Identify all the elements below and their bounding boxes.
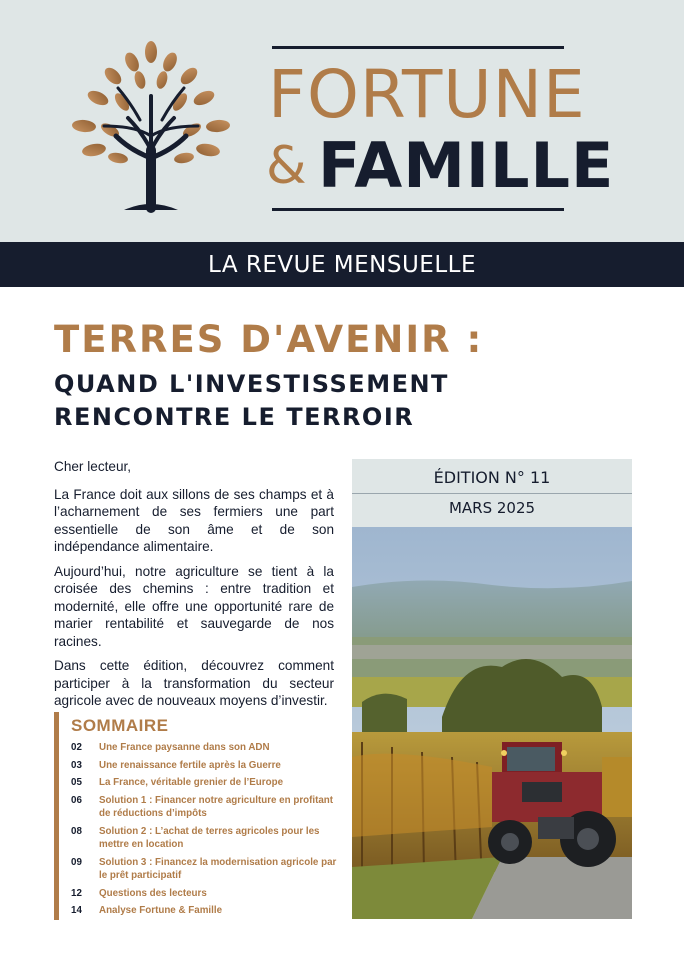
masthead [0, 0, 684, 242]
table-of-contents [54, 712, 349, 920]
editorial-intro [54, 458, 334, 717]
brand-name-line1: FORTUNE [268, 56, 586, 133]
brand-name-line2: FAMILLE [318, 129, 615, 202]
toc-page-number: 09 [71, 856, 82, 868]
toc-item-label: Une renaissance fertile après la Guerre [99, 759, 281, 771]
brand-ampersand: & [266, 136, 307, 196]
toc-page-number: 06 [71, 794, 82, 806]
article-subtitle [54, 368, 449, 434]
toc-item-label: Solution 1 : Financer notre agriculture en profitant de réductions d’impôts [99, 794, 334, 819]
intro-paragraph: Dans cette édition, découvrez comment participer à la transformation du secteur agricole avec de nouveaux moyens d’investir. [54, 658, 334, 708]
cover-photo-tractor-vineyard [352, 527, 632, 919]
edition-date: MARS 2025 [448, 499, 536, 517]
toc-item-label: Questions des lecteurs [99, 887, 207, 899]
toc-page-number: 05 [71, 777, 82, 788]
toc-item[interactable] [71, 904, 343, 918]
toc-item[interactable] [71, 794, 343, 821]
toc-item[interactable] [71, 759, 343, 773]
toc-item-label: Analyse Fortune & Famille [99, 905, 223, 916]
toc-item-label: La France, véritable grenier de l’Europe [99, 777, 284, 788]
toc-page-number: 14 [71, 905, 82, 916]
toc-page-number: 03 [71, 759, 82, 771]
toc-page-number: 02 [71, 742, 82, 753]
toc-item-label: Solution 3 : Financez la modernisation agricole par le prêt participatif [99, 856, 337, 881]
masthead-top-rule [272, 46, 564, 49]
masthead-bottom-rule [272, 208, 564, 211]
intro-paragraph: La France doit aux sillons de ses champs et à l’acharnement de ses fermiers une part essentielle de son âme et de son indépendance alimentaire. [54, 486, 334, 554]
toc-page-number: 08 [71, 825, 82, 837]
toc-item[interactable] [71, 776, 343, 790]
tree-icon [70, 40, 232, 216]
subtitle-line: QUAND L'INVESTISSEMENT [54, 370, 449, 398]
edition-box [352, 459, 632, 527]
greeting: Cher lecteur, [54, 459, 132, 474]
edition-number: ÉDITION N° 11 [433, 468, 551, 487]
toc-item[interactable] [71, 825, 343, 852]
toc-list [71, 741, 343, 922]
edition-divider [352, 493, 632, 494]
toc-item[interactable] [71, 741, 343, 755]
toc-item[interactable] [71, 856, 343, 883]
toc-title: SOMMAIRE [71, 716, 169, 735]
publication-band: LA REVUE MENSUELLE [0, 242, 684, 287]
subtitle-line: RENCONTRE LE TERROIR [54, 403, 415, 431]
article-title: TERRES D'AVENIR : [54, 318, 484, 361]
toc-item-label: Solution 2 : L’achat de terres agricoles pour les mettre en location [99, 825, 320, 850]
intro-paragraph: Aujourd’hui, notre agriculture se tient à la croisée des chemins : entre tradition et modernité, elle offre une opportunité rare de marier rentabilité et sauvegarde de nos racines. [54, 563, 334, 649]
toc-item-label: Une France paysanne dans son ADN [99, 742, 270, 753]
toc-item[interactable] [71, 887, 343, 901]
toc-page-number: 12 [71, 887, 82, 899]
